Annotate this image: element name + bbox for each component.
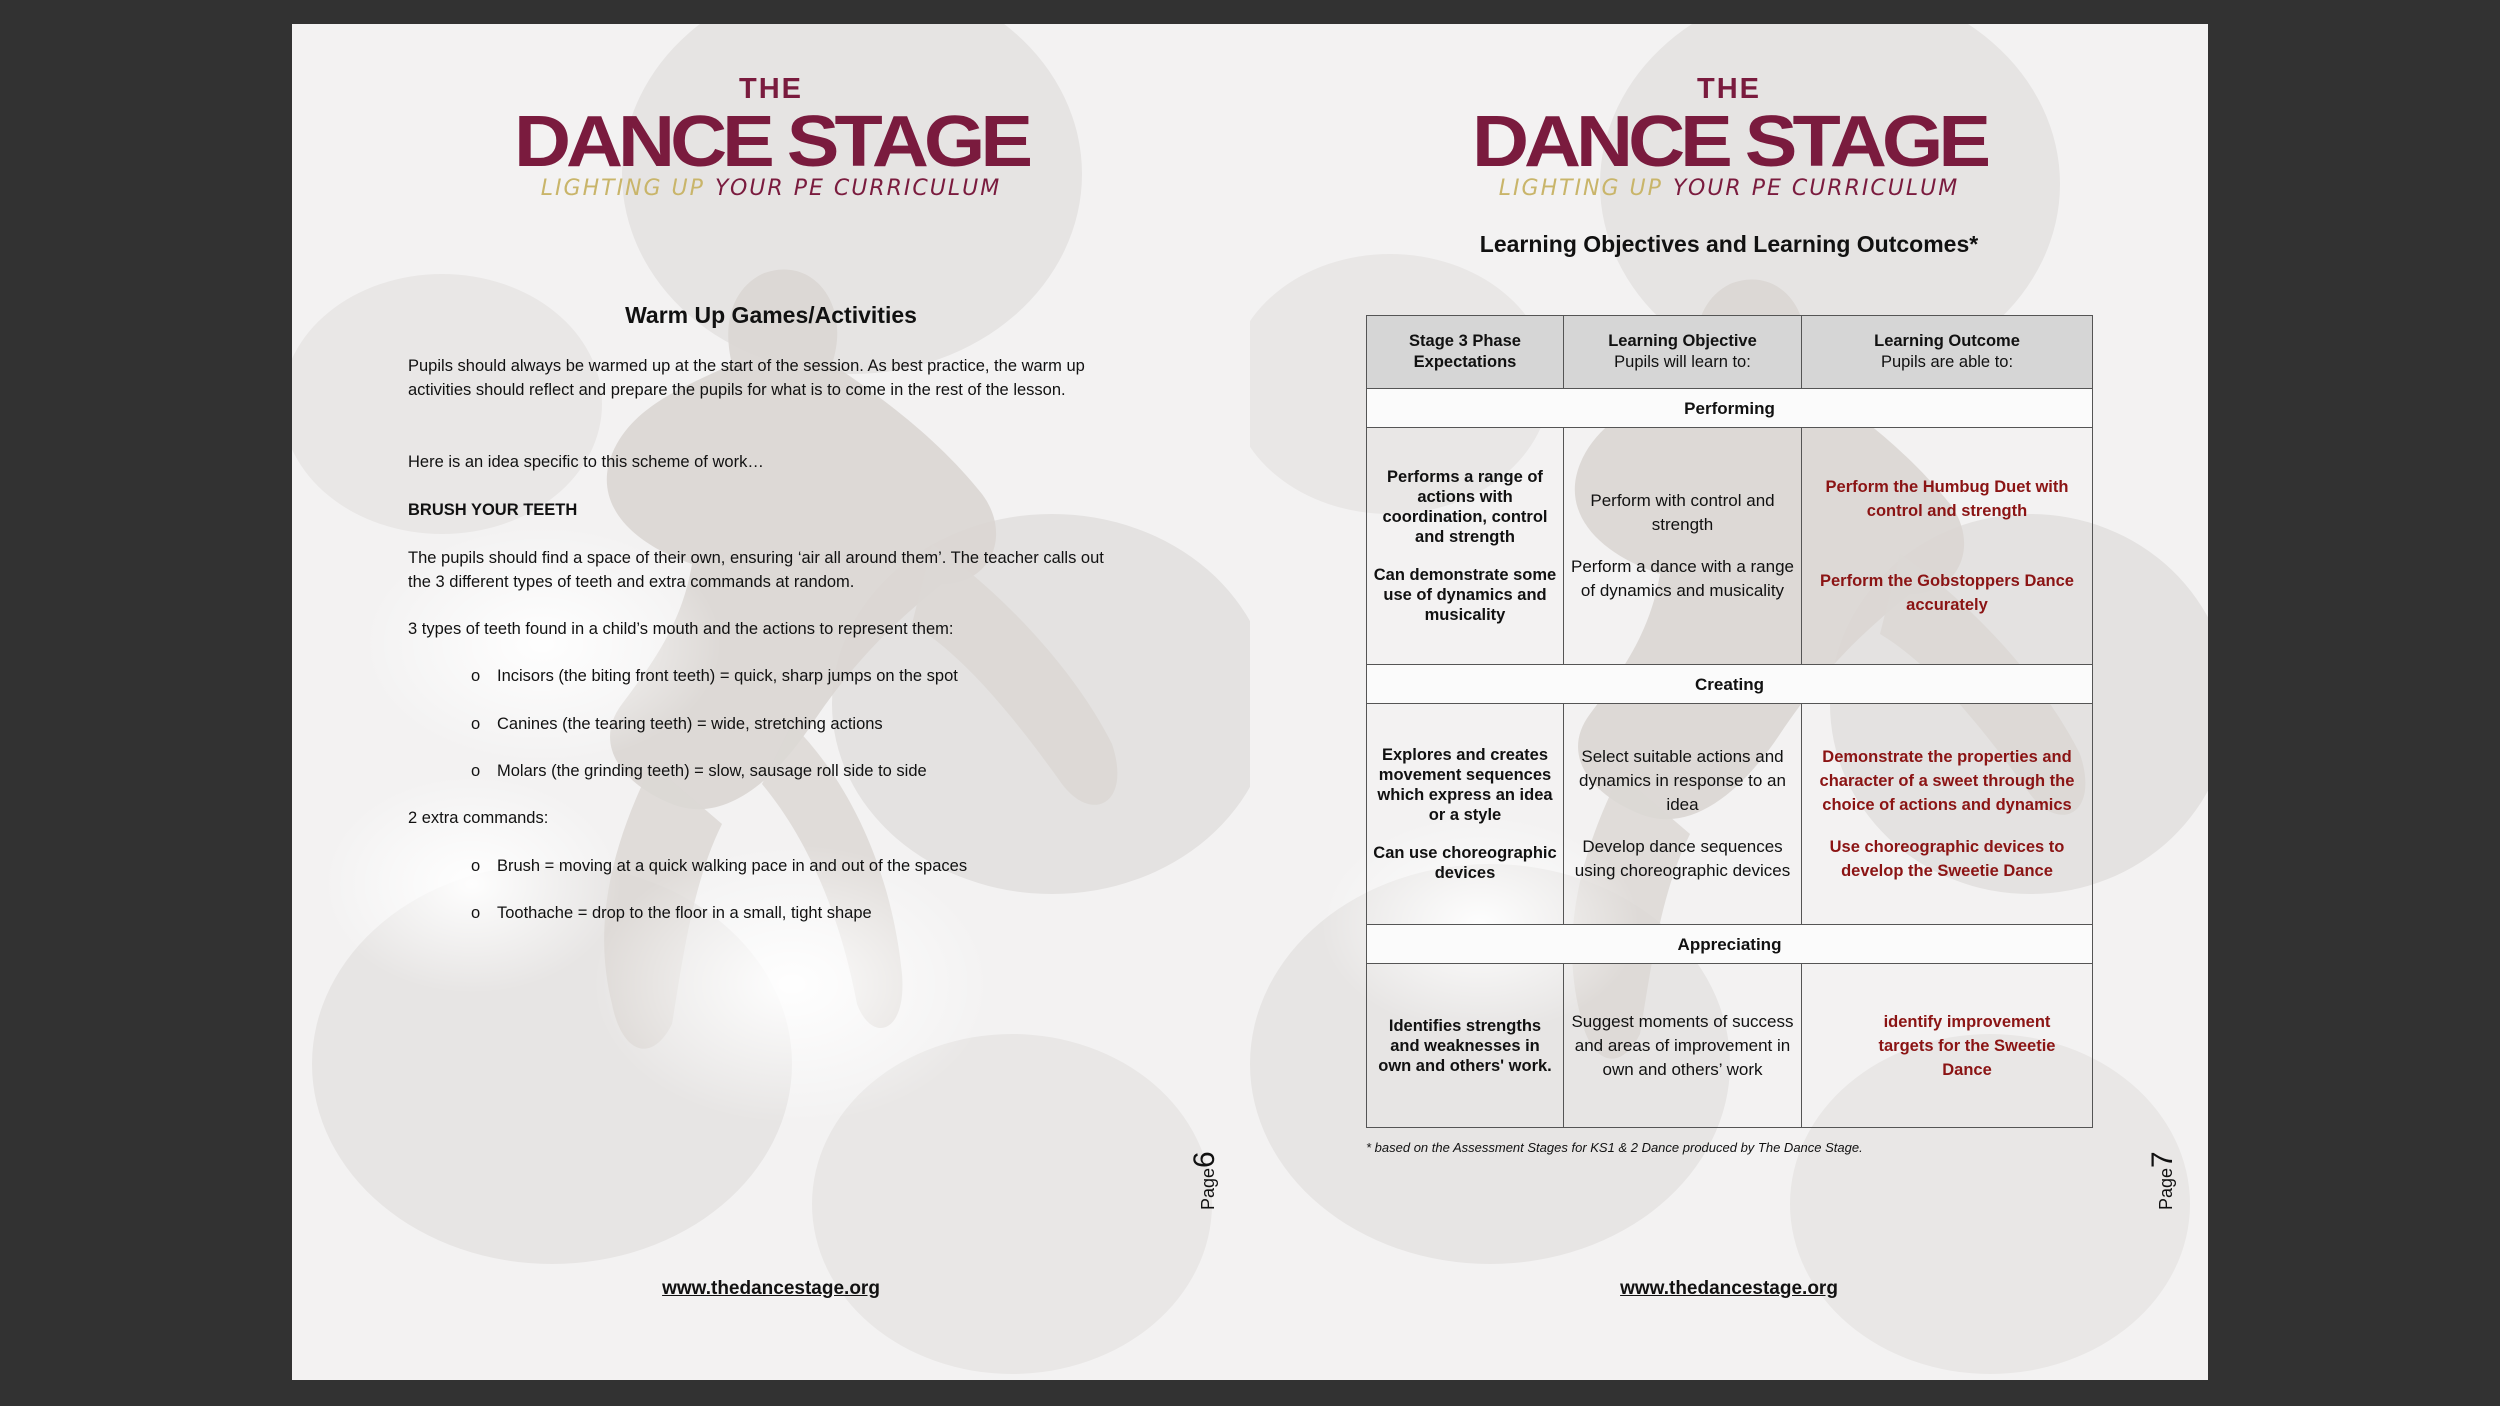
outcome-cell <box>1802 704 2093 925</box>
page-label: Page <box>1198 1167 1218 1210</box>
objective-text: Suggest moments of success and areas of improvement in own and others’ work <box>1571 1011 1794 1079</box>
page-number-value: 6 <box>1188 1151 1221 1168</box>
logo-tagline-part2: YOUR PE CURRICULUM <box>714 176 1002 201</box>
section-title: Appreciating <box>1367 925 2093 964</box>
section-row-creating <box>1367 665 2093 704</box>
header-subtext: Pupils will learn to: <box>1614 353 1751 371</box>
header-text: Stage 3 Phase <box>1409 332 1521 350</box>
outcome-text: Demonstrate the properties and character of a sweet through the choice of actions and dynamics <box>1819 748 2075 814</box>
header-text: Learning Objective <box>1608 332 1757 350</box>
bullet-icon: o <box>471 904 481 922</box>
logo-tagline-part2: YOUR PE CURRICULUM <box>1672 176 1960 201</box>
bullet-icon: o <box>471 762 481 780</box>
outcome-text: Perform the Gobstoppers Dance accurately <box>1820 572 2074 614</box>
logo-tagline-part1: LIGHTING UP <box>540 176 705 201</box>
dance-stage-logo <box>1250 74 2208 204</box>
game-instructions <box>408 546 1128 594</box>
objective-text: Select suitable actions and dynamics in response to an idea <box>1579 747 1786 814</box>
table-row-appreciating <box>1367 964 2093 1128</box>
header-learning-outcome <box>1802 316 2093 389</box>
header-stage-expectations <box>1367 316 1564 389</box>
page-number <box>1188 1151 1222 1210</box>
bullet-icon: o <box>471 667 481 685</box>
header-learning-objective <box>1564 316 1802 389</box>
page-title: Learning Objectives and Learning Outcomes* <box>1479 231 1979 257</box>
page-title: Warm Up Games/Activities <box>625 302 917 328</box>
expectation-cell <box>1367 964 1564 1128</box>
table-footnote: * based on the Assessment Stages for KS1 & 2 Dance produced by The Dance Stage. <box>1366 1140 1863 1155</box>
list-item-molars <box>471 759 927 783</box>
logo-the: THE <box>1697 73 1761 105</box>
outcome-cell <box>1802 964 2093 1128</box>
objective-cell <box>1564 428 1802 665</box>
list-item-brush <box>471 854 968 878</box>
list-item-toothache <box>471 901 872 925</box>
footer-link[interactable]: www.thedancestage.org <box>1620 1278 1838 1299</box>
expectation-text: Identifies strengths and weaknesses in own and others' work. <box>1378 1016 1552 1075</box>
objective-text: Perform a dance with a range of dynamics and musicality <box>1570 557 1794 600</box>
document-page-7 <box>1250 24 2208 1380</box>
dance-stage-logo <box>292 74 1250 204</box>
outcome-cell <box>1802 428 2093 665</box>
header-text: Learning Outcome <box>1874 332 2020 350</box>
list-item-text: Incisors (the biting front teeth) = quick, sharp jumps on the spot <box>497 667 958 685</box>
expectation-text: Can use choreographic devices <box>1373 844 1557 882</box>
table-header-row <box>1367 316 2093 389</box>
logo-wordmark: DANCE STAGE <box>1471 99 1987 182</box>
list-item-text: Molars (the grinding teeth) = slow, sausage roll side to side <box>497 762 927 780</box>
objective-text: Perform with control and strength <box>1590 491 1775 534</box>
outcome-text: Use choreographic devices to develop the Sweetie Dance <box>1829 838 2065 880</box>
paragraph-idea: Here is an idea specific to this scheme of work… <box>408 453 764 471</box>
section-title: Performing <box>1367 389 2093 428</box>
dancer-silhouette-background <box>292 24 1250 1380</box>
paragraph-warmup: Pupils should always be warmed up at the start of the session. As best practice, the warm up activities should reflect and prepare the pupils for what is to come in the rest of the lesson. <box>408 357 1085 399</box>
logo-tagline-part1: LIGHTING UP <box>1498 176 1663 201</box>
bullet-icon: o <box>471 857 481 875</box>
expectation-cell <box>1367 428 1564 665</box>
logo-wordmark: DANCE STAGE <box>513 99 1029 182</box>
list-item-incisors <box>471 664 958 688</box>
outcome-text: identify improvement targets for the Sweetie Dance <box>1878 1012 2056 1079</box>
header-text: Expectations <box>1413 353 1517 371</box>
footer-link[interactable]: www.thedancestage.org <box>662 1278 880 1299</box>
teeth-intro: 3 types of teeth found in a child’s mouth and the actions to represent them: <box>408 620 954 638</box>
list-item-text: Canines (the tearing teeth) = wide, stretching actions <box>497 715 883 733</box>
learning-objectives-table <box>1366 315 2093 1128</box>
extra-commands-label: 2 extra commands: <box>408 809 549 827</box>
bullet-icon: o <box>471 715 481 733</box>
list-item-text: Toothache = drop to the floor in a small, tight shape <box>497 904 872 922</box>
page-number-value: 7 <box>2146 1151 2179 1168</box>
page-label: Page <box>2156 1167 2176 1210</box>
document-page-6 <box>292 24 1250 1380</box>
section-row-appreciating <box>1367 925 2093 964</box>
expectation-cell <box>1367 704 1564 925</box>
list-item-canines <box>471 712 883 736</box>
outcome-text: Perform the Humbug Duet with control and strength <box>1825 478 2069 520</box>
logo-the: THE <box>739 73 803 105</box>
expectation-text: Performs a range of actions with coordination, control and strength <box>1382 468 1548 546</box>
list-item-text: Brush = moving at a quick walking pace in and out of the spaces <box>497 857 968 875</box>
expectation-text: Can demonstrate some use of dynamics and musicality <box>1373 566 1557 624</box>
objective-cell <box>1564 964 1802 1128</box>
intro-paragraph <box>408 354 1128 402</box>
game-title: BRUSH YOUR TEETH <box>408 501 578 519</box>
objective-cell <box>1564 704 1802 925</box>
table-row-creating <box>1367 704 2093 925</box>
header-subtext: Pupils are able to: <box>1880 353 2014 371</box>
paragraph-instructions: The pupils should find a space of their own, ensuring ‘air all around them’. The teacher calls out the 3 different types of teeth and extra commands at random. <box>408 549 1104 591</box>
expectation-text: Explores and creates movement sequences which express an idea or a style <box>1377 746 1553 824</box>
page-number <box>2146 1151 2180 1210</box>
section-title: Creating <box>1367 665 2093 704</box>
objective-text: Develop dance sequences using choreographic devices <box>1574 837 1791 880</box>
idea-paragraph <box>408 450 1128 474</box>
section-row-performing <box>1367 389 2093 428</box>
table-row-performing <box>1367 428 2093 665</box>
